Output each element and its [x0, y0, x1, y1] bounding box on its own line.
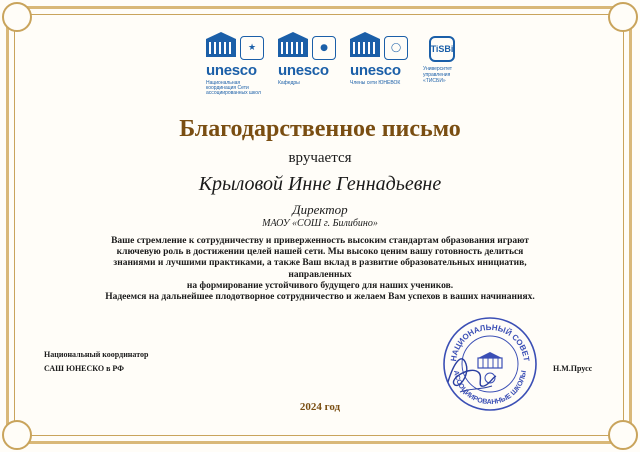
unesco-logo-unevoc: [350, 36, 412, 86]
unesco-wordmark: unesco: [278, 62, 329, 79]
coordinator-block: [44, 348, 148, 376]
certificate-subtitle: вручается: [288, 150, 352, 166]
body-line: Ваше стремление к сотрудничеству и приверженность высоким стандартам образования играют: [111, 236, 529, 246]
logo-strip: [206, 36, 456, 96]
recipient-organization: МАОУ «СОШ г. Билибино»: [262, 218, 378, 229]
unesco-logo-chairs: [278, 36, 340, 86]
corner-ornament-bottom-right: [608, 420, 638, 450]
logo-caption: Национальная координация Сети ассоциированных школ: [206, 80, 261, 96]
certificate-body: [70, 236, 570, 303]
logo-caption: Члены сети ЮНЕВОК: [350, 80, 401, 86]
certificate-title: Благодарственное письмо: [179, 116, 461, 142]
corner-ornament-top-right: [608, 2, 638, 32]
unevoc-emblem-icon: ◯: [384, 36, 408, 60]
coordinator-title: Национальный координатор: [44, 350, 149, 359]
body-line: направленных: [288, 269, 352, 280]
unesco-logo-schools: [206, 36, 268, 96]
aspnet-emblem-icon: ★: [240, 36, 264, 60]
stamp-bottom-text: АССОЦИИРОВАННЫЕ ШКОЛЫ: [452, 369, 529, 407]
body-line: Надеемся на дальнейшее плодотворное сотрудничество и желаем Вам успехов в ваших начинаниях.: [105, 292, 535, 303]
body-line: знаниями и лучшими практиками, а также Ваш вклад в развитие образовательных инициатив,: [113, 258, 527, 269]
body-line: на формирование устойчивого будущего для наших учеников.: [186, 280, 454, 291]
tisbi-caption: Университет управления «ТИСБИ»: [423, 66, 453, 84]
unesco-wordmark: unesco: [206, 62, 257, 79]
coordinator-org: САШ ЮНЕСКО в РФ: [44, 364, 125, 373]
recipient-name: Крыловой Инне Геннадьевне: [198, 173, 442, 195]
tisbi-logo: [423, 36, 459, 84]
stamp-top-text: НАЦИОНАЛЬНЫЙ СОВЕТ: [449, 322, 531, 362]
chairs-emblem-icon: ●: [312, 36, 336, 60]
corner-ornament-bottom-left: [2, 420, 32, 450]
unesco-wordmark: unesco: [350, 62, 401, 79]
corner-ornament-top-left: [2, 2, 32, 32]
signer-name: Н.М.Прусс: [553, 364, 593, 373]
certificate-year: 2024 год: [299, 401, 341, 413]
unesco-temple-icon: [350, 39, 380, 57]
recipient-position: Директор: [292, 202, 348, 217]
logo-caption: Кафедры: [278, 80, 300, 86]
tisbi-mark-icon: TiSBi: [429, 36, 455, 62]
body-line: ключевую роль в достижении целей нашей сети. Мы высоко ценим вашу готовность делиться: [116, 247, 524, 258]
unesco-temple-icon: [278, 39, 308, 57]
unesco-temple-icon: [206, 39, 236, 57]
handwritten-signature: [440, 342, 500, 402]
